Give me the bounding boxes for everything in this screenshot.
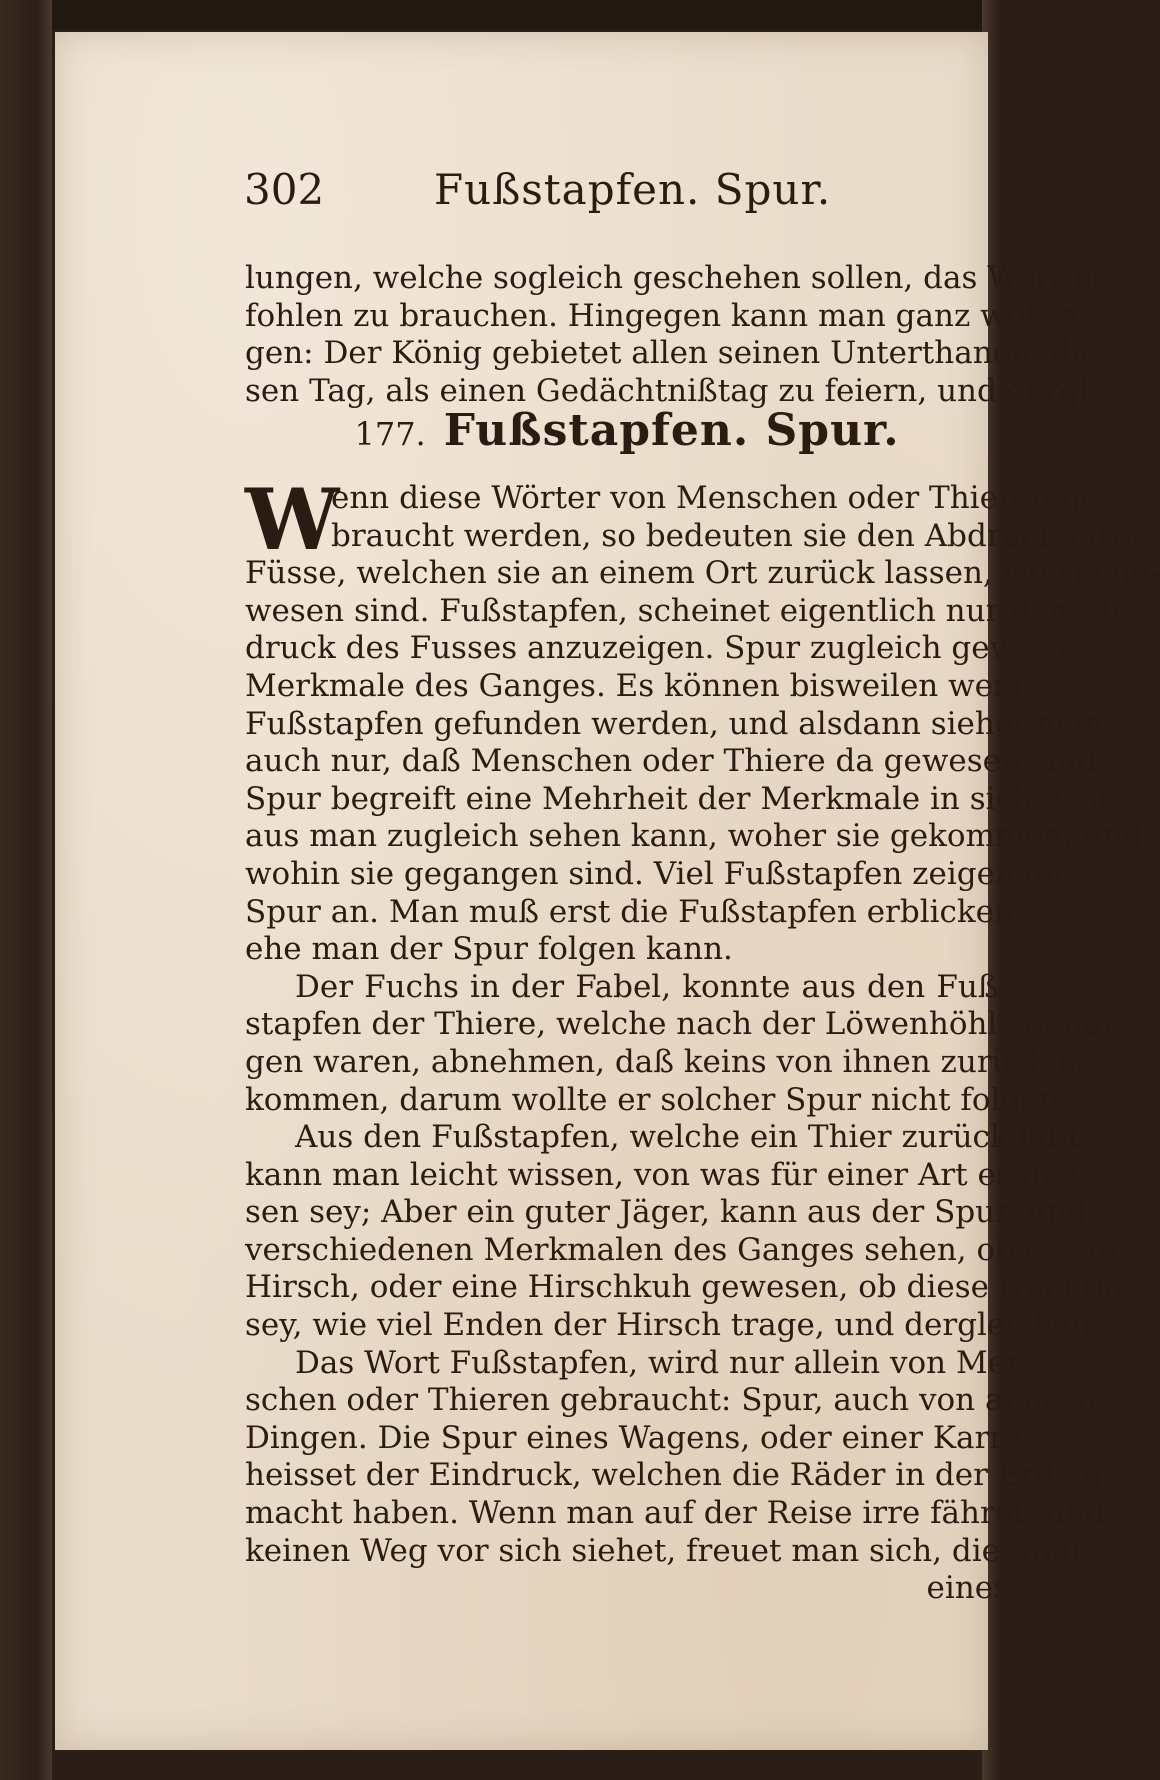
text-line: kann man leicht wissen, von was für einer Art es gewe-: [245, 1156, 1116, 1193]
text-line: wesen sind. Fußstapfen, scheinet eigentlich nur den Ab-: [245, 592, 1131, 629]
text-line: kommen, darum wollte er solcher Spur nicht folgen.: [245, 1081, 1069, 1118]
drop-capital: W: [245, 470, 340, 569]
text-line: braucht werden, so bedeuten sie den Abdruck ihrer: [331, 517, 1146, 554]
catchword: eines: [926, 1570, 1009, 1607]
text-line: Dingen. Die Spur eines Wagens, oder einer Karre,: [245, 1419, 1033, 1456]
text-line: Füsse, welchen sie an einem Ort zurück lassen, wo sie ge-: [245, 555, 1160, 592]
book-page: [55, 32, 1160, 1750]
text-line: druck des Fusses anzuzeigen. Spur zugleich gewisse: [245, 630, 1077, 667]
text-line: Das Wort Fußstapfen, wird nur allein von Men-: [295, 1344, 1037, 1381]
text-line: Aus den Fußstapfen, welche ein Thier zurück läßt,: [295, 1119, 1090, 1156]
text-line: Spur an. Man muß erst die Fußstapfen erblicken,: [245, 893, 1024, 930]
page-number: 302: [244, 165, 325, 214]
scan-top-edge: [0, 0, 1000, 30]
text-line: Fußstapfen gefunden werden, und alsdann siehet man: [245, 705, 1104, 742]
text-line: Spur begreift eine Mehrheit der Merkmale in sich, wor-: [245, 780, 1124, 817]
text-line: lungen, welche sogleich geschehen sollen, das Wort be-: [245, 260, 1122, 296]
text-line: Der Fuchs in der Fabel, konnte aus den Fuß-: [295, 968, 1009, 1005]
text-line: enn diese Wörter von Menschen oder Thieren ge-: [331, 480, 1110, 516]
paragraph-1: [245, 470, 1160, 1608]
text-line: gen waren, abnehmen, daß keins von ihnen zurück ge-: [245, 1043, 1107, 1080]
section-heading: [245, 405, 1009, 462]
text-line: sen sey; Aber ein guter Jäger, kann aus der Spur, und: [245, 1194, 1087, 1231]
text-line: stapfen der Thiere, welche nach der Löwenhöhle gegan-: [245, 1006, 1133, 1043]
text-line: heisset der Eindruck, welchen die Räder in der Erde ge-: [245, 1457, 1132, 1494]
section-number: 177.: [354, 415, 426, 453]
text-line: schen oder Thieren gebraucht: Spur, auch von andern: [245, 1382, 1097, 1419]
carryover-paragraph: [245, 260, 1122, 410]
book-spine-edge: [0, 0, 52, 1780]
paragraph-2: [245, 968, 1133, 1119]
text-line: wohin sie gegangen sind. Viel Fußstapfen zeigen die: [245, 855, 1073, 892]
text-line: fohlen zu brauchen. Hingegen kann man ganz wol sa-: [245, 297, 1090, 334]
text-line: sen Tag, als einen Gedächtnißtag zu feiern, und dergl.: [245, 372, 1100, 409]
text-line: ehe man der Spur folgen kann.: [245, 931, 733, 968]
text-line: macht haben. Wenn man auf der Reise irre fähret, und: [245, 1495, 1106, 1532]
text-line: sey, wie viel Enden der Hirsch trage, und dergleichen.: [245, 1307, 1101, 1344]
text-line: gen: Der König gebietet allen seinen Unterthanen, die-: [245, 335, 1110, 372]
text-block: [245, 260, 1160, 1607]
section-title: Fußstapfen. Spur.: [443, 405, 900, 456]
running-head: Fußstapfen. Spur.: [434, 165, 832, 214]
paragraph-4: [245, 1344, 1132, 1571]
paragraph-3: [245, 1119, 1125, 1345]
text-line: Merkmale des Ganges. Es können bisweilen wenig: [245, 667, 1043, 704]
text-line: Hirsch, oder eine Hirschkuh gewesen, ob diese trächtig: [245, 1269, 1125, 1306]
text-line: auch nur, daß Menschen oder Thiere da gewesen sind.: [245, 743, 1107, 780]
text-line: aus man zugleich sehen kann, woher sie gekommen, und: [245, 818, 1143, 855]
page-header: [244, 160, 844, 220]
text-line: verschiedenen Merkmalen des Ganges sehen, ob es ein: [245, 1231, 1118, 1268]
text-line: keinen Weg vor sich siehet, freuet man sich, die Spur: [245, 1532, 1086, 1569]
